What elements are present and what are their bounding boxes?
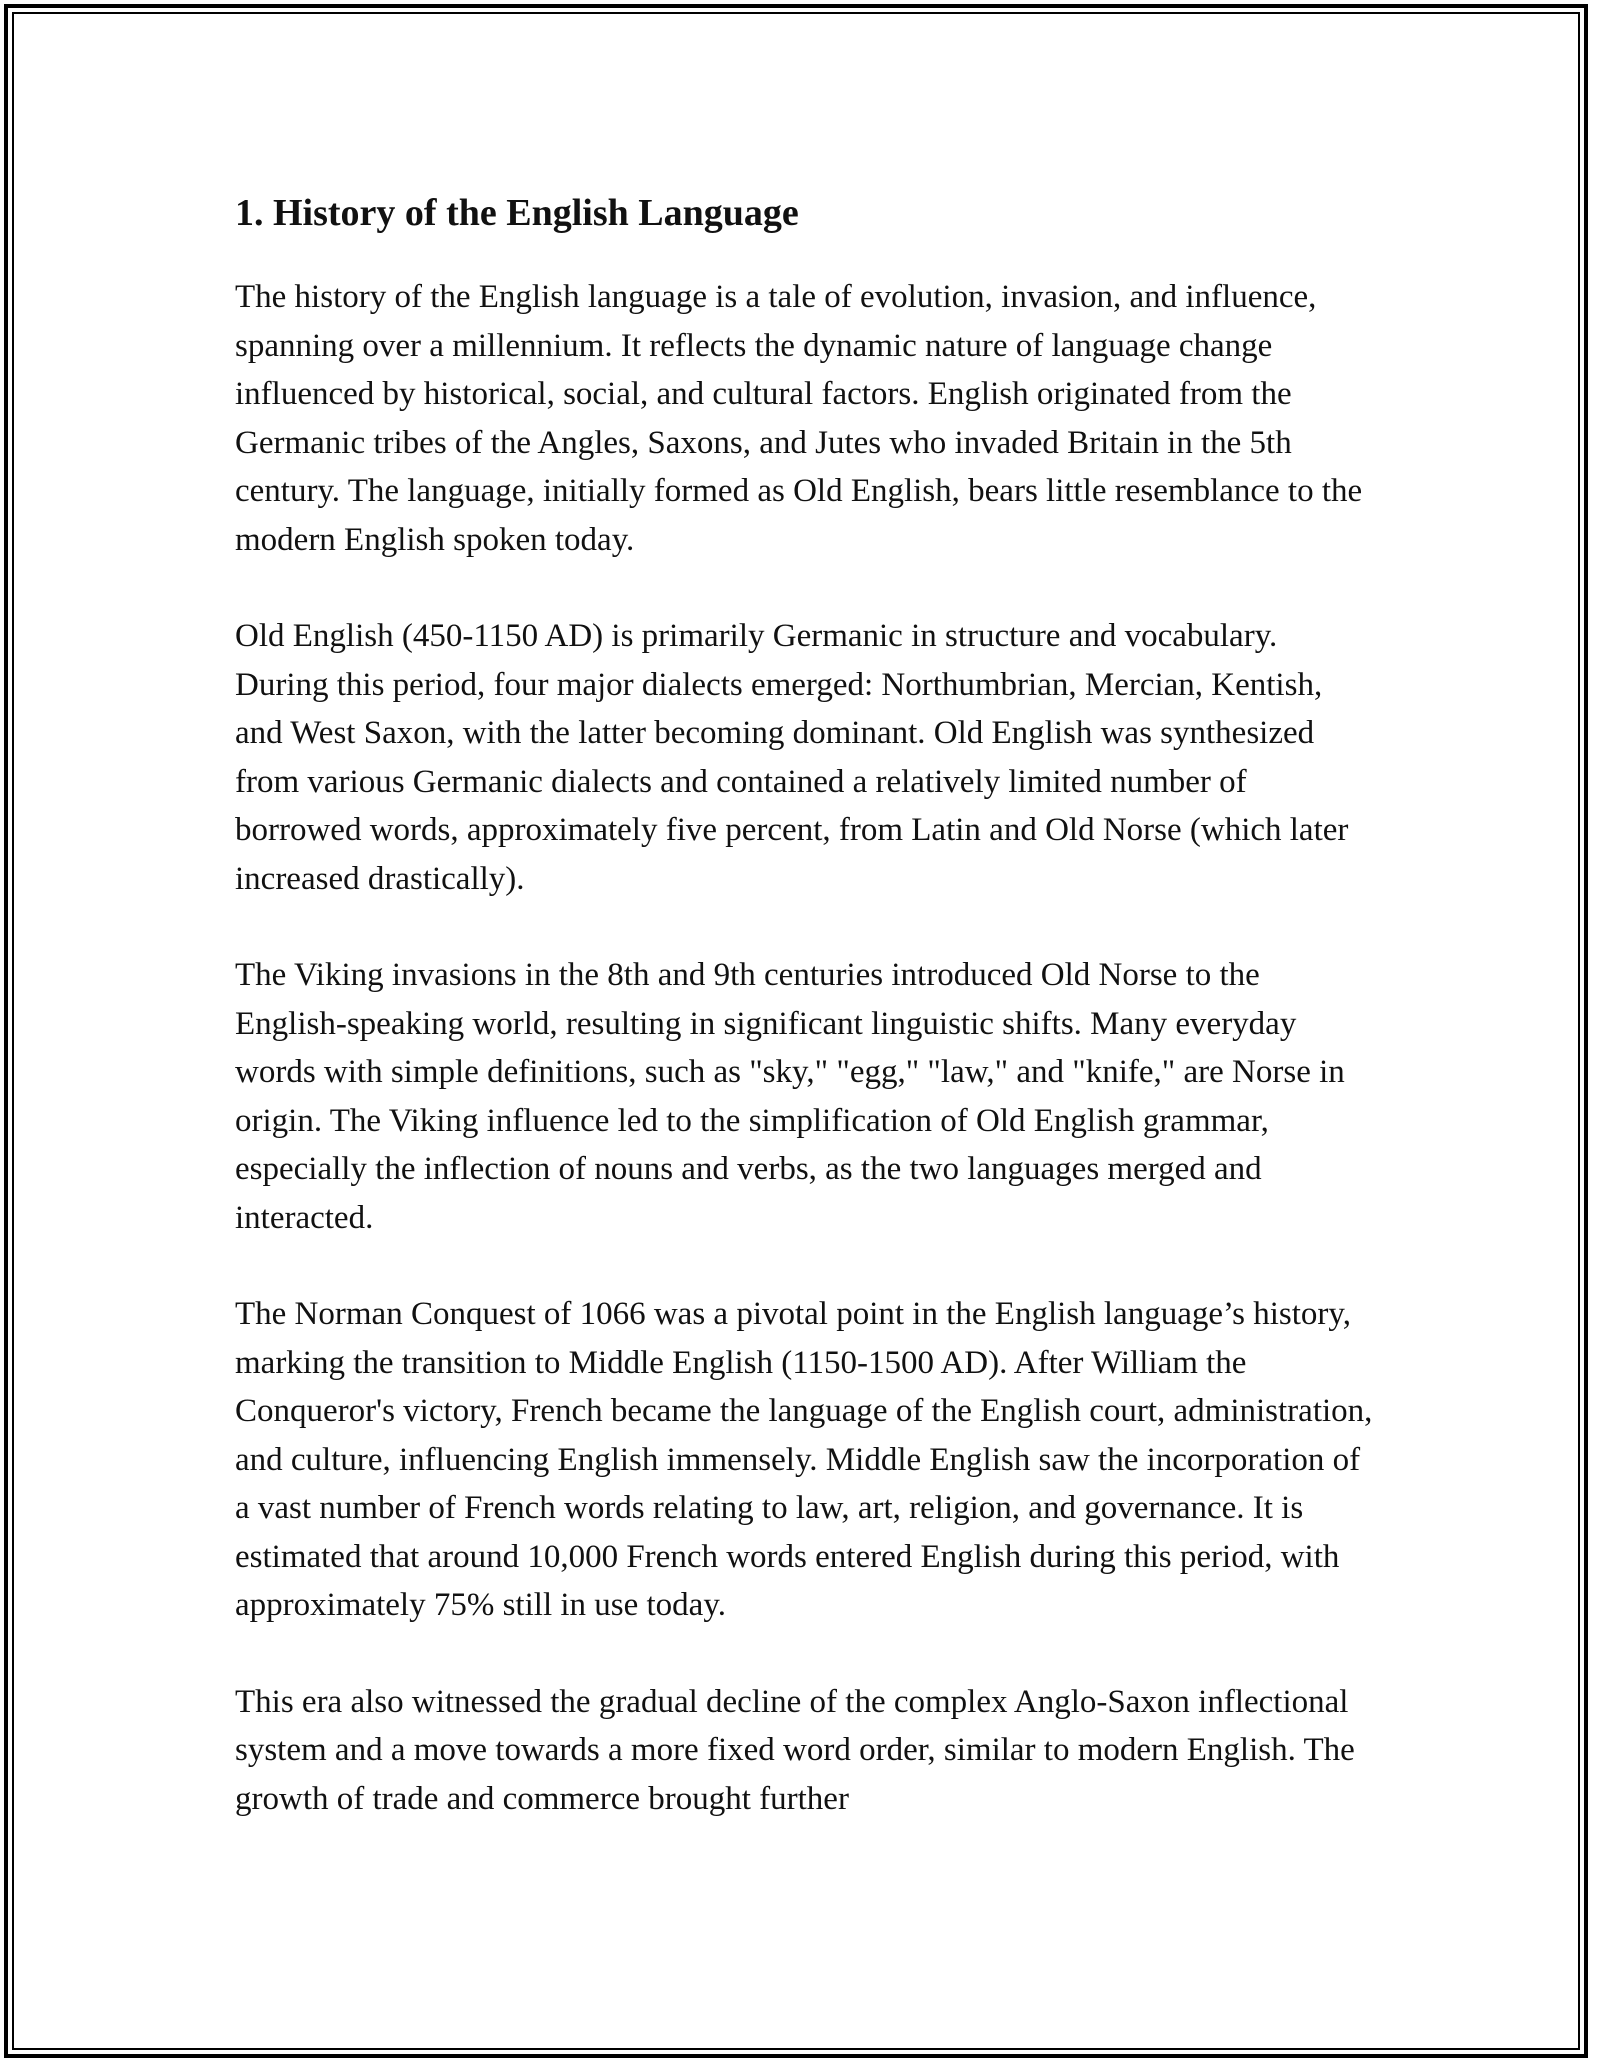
paragraph-old-english: Old English (450-1150 AD) is primarily Germanic in structure and vocabulary. During this period, four major dialects emerged: Northumbrian, Mercian, Kentish, and West Saxon, with the latter becoming dominant. Old English was synthesized from various Germanic dialects and contained a relatively limited number of borrowed words, approximately five percent, from Latin and Old Norse (which later increased drastically). bbox=[235, 618, 1349, 897]
section-heading: 1. History of the English Language bbox=[235, 192, 799, 234]
paragraph-inflection-decline: This era also witnessed the gradual decline of the complex Anglo-Saxon inflectional system and a move towards a more fixed word order, similar to modern English. The growth of trade and commerce brought further bbox=[235, 1683, 1355, 1817]
paragraph-introduction: The history of the English language is a tale of evolution, invasion, and influence, spanning over a millennium. It reflects the dynamic nature of language change influenced by historical, social, and cultural factors. English originated from the Germanic tribes of the Angles, Saxons, and Jutes who invaded Britain in the 5th century. The language, initially formed as Old English, bears little resemblance to the modern English spoken today. bbox=[235, 279, 1363, 558]
document-body bbox=[235, 185, 1375, 1823]
paragraph-norman-conquest: The Norman Conquest of 1066 was a pivotal point in the English language’s history, marking the transition to Middle English (1150-1500 AD). After William the Conqueror's victory, French became the language of the English court, administration, and culture, influencing English immensely. Middle English saw the incorporation of a vast number of French words relating to law, art, religion, and governance. It is estimated that around 10,000 French words entered English during this period, with approximately 75% still in use today. bbox=[235, 1296, 1373, 1623]
paragraph-viking-invasions: The Viking invasions in the 8th and 9th centuries introduced Old Norse to the English-speaking world, resulting in significant linguistic shifts. Many everyday words with simple definitions, such as "sky," "egg," "law," and "knife," are Norse in origin. The Viking influence led to the simplification of Old English grammar, especially the inflection of nouns and verbs, as the two languages merged and interacted. bbox=[235, 957, 1345, 1236]
